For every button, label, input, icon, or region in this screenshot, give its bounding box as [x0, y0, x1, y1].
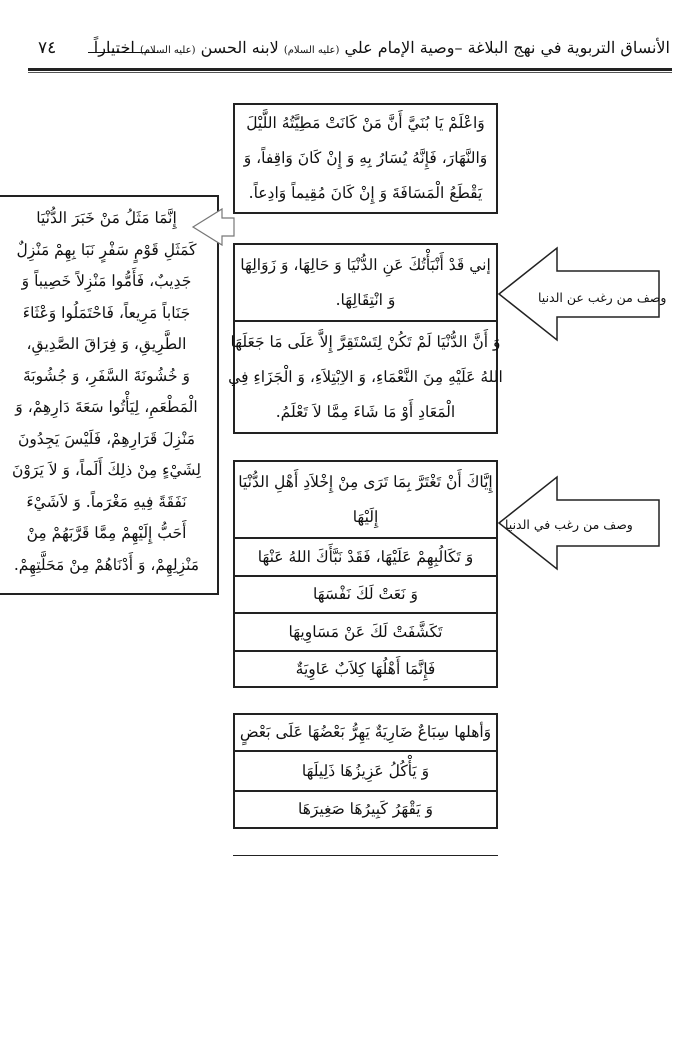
- cell-text: [258, 540, 474, 575]
- header-rule: [28, 68, 672, 73]
- text-line: جَنَاباً مَرِيعاً، فَاحْتَمَلُوا وَعْثَاءَ: [22, 303, 191, 322]
- text-line: يَقْطَعُ الْمَسَافَةَ وَ إِنْ كَانَ مُقِيماً وَادِعاً.: [248, 184, 483, 202]
- text-line: وَ يَقْهَرُ كَبِيرُهَا صَغِيرَهَا: [297, 800, 434, 818]
- text-box-parable: [0, 195, 219, 595]
- text-line: وَ أَنَّ الدُّنْيَا لَمْ تَكُنْ لِتَسْتَقِرَّ إِلاَّ عَلَى مَا جَعَلَهَا: [230, 332, 501, 351]
- header-title-part: الأنساق التربوية في نهج البلاغة –وصية الإمام علي: [344, 38, 670, 57]
- table-cell: [235, 752, 496, 792]
- text-line: وَ خُشُونَةَ السَّفَرِ، وَ جُشُوبَةَ: [22, 366, 190, 385]
- table-cell: [235, 245, 496, 322]
- text-line: لِشَيْءٍ مِنْ ذلِكَ أَلَماً، وَ لاَ يَرَوْنَ: [12, 461, 201, 479]
- text-table-desire: [233, 460, 498, 688]
- honorific: (عليه السلام): [283, 45, 340, 56]
- text-line: الْمَطْعَمِ، لِيَأْتُوا سَعَةَ دَارِهِمْ، وَ: [15, 398, 198, 416]
- text-line: وَالنَّهَارَ، فَإِنَّهُ يُسَارُ بِهِ وَ إِنْ كَانَ وَاقِفاً، وَ: [243, 149, 488, 167]
- hollow-arrow-left-icon: [192, 207, 236, 249]
- text-line: اللهُ عَلَيْهِ مِنَ النَّعْمَاءِ، وَ الاِبْتِلاَءِ، وَ الْجَزَاءِ فِي: [228, 367, 503, 386]
- table-cell: [235, 614, 496, 652]
- cell-text: [240, 715, 491, 750]
- text-line: مَنْزِلِهِمْ، وَ أَدْنَاهُمْ مِنْ مَحَلَّتِهِمْ.: [13, 555, 200, 574]
- text-line: جَدِيبٌ، فَأَمُّوا مَنْزِلاً خَصِيباً وَ: [21, 272, 192, 290]
- text-line: وَاعْلَمْ يَا بُنَيَّ أَنَّ مَنْ كَانَتْ مَطِيَّتُهُ اللَّيْلَ: [246, 114, 485, 132]
- text-line: نَفَقَةً فِيهِ مَغْرَماً. وَ لاَشَيْءَ: [26, 492, 187, 511]
- text-line: الطَّرِيقِ، وَ فِرَاقَ الصَّدِيقِ،: [26, 335, 187, 353]
- header-title: [94, 38, 670, 57]
- text-line: وَ انْتِقَالِهَا.: [335, 290, 396, 309]
- text-line: إِلَيْهَا: [352, 507, 379, 526]
- text-table-renounce: [228, 243, 503, 434]
- table-cell: [228, 322, 503, 432]
- header-title-part: لابنه الحسن: [200, 38, 279, 57]
- text-line: أَحَبُّ إِلَيْهِمْ مِمَّا قَرَّبَهُمْ مِنْ: [26, 524, 187, 542]
- table-cell: [235, 652, 496, 686]
- text-table-beasts: [233, 713, 498, 829]
- honorific: (عليه السلام): [139, 45, 196, 56]
- text-box-traveler: [233, 103, 498, 214]
- text-line: إني قَدْ أَنْبَأْتُكَ عَنِ الدُّنْيَا وَ حَالِهَا، وَ زَوَالِهَا: [240, 255, 491, 274]
- cell-text: [302, 754, 429, 789]
- cell-text: [228, 325, 503, 430]
- page-number: ٧٤: [38, 38, 57, 58]
- arrow-label-desire: وصف من رغب في الدنيا: [505, 517, 633, 532]
- text-line: فَإِنَّمَا أَهْلُهَا كِلاَبٌ عَاوِيَةٌ: [295, 659, 436, 678]
- end-rule: [233, 855, 498, 856]
- cell-text: [313, 577, 418, 612]
- cell-text: [240, 248, 491, 318]
- text-line: وَ يَأْكُلُ عَزِيزُهَا ذَلِيلَهَا: [301, 761, 430, 780]
- running-header: [30, 36, 670, 64]
- table-cell: [235, 577, 496, 614]
- table-cell: [235, 792, 496, 827]
- table-cell: [235, 715, 496, 752]
- arrow-label-renounce: وصف من رغب عن الدنيا: [538, 290, 667, 305]
- cell-text: [298, 792, 433, 827]
- text-line: الْمَعَادِ أَوْ مَا شَاءَ مِمَّا لاَ تَعْلَمُ.: [275, 402, 456, 421]
- text-line: وَ نَعَتْ لَكَ نَفْسَهَا: [313, 585, 418, 603]
- header-title-part: اختياراً: [93, 38, 135, 57]
- text-line: كَمَثَلِ قَوْمٍ سَفْرٍ نَبَا بِهِمْ مَنْزِلٌ: [16, 240, 197, 259]
- text-line: إِنَّمَا مَثَلُ مَنْ خَبَرَ الدُّنْيَا: [36, 209, 177, 227]
- text-line: تَكَشَّفَتْ لَكَ عَنْ مَسَاوِيهَا: [288, 622, 443, 641]
- table-cell: [235, 462, 496, 539]
- cell-text: [238, 465, 492, 535]
- header-dash: [88, 52, 158, 53]
- text-line: وَ تَكَالُبِهِمْ عَلَيْهَا، فَقَدْ نَبَّأَكَ اللهُ عَنْهَا: [257, 547, 474, 566]
- text-line: مَنْزِلَ قَرَارِهِمْ، فَلَيْسَ يَجِدُونَ: [17, 429, 196, 448]
- text-line: إِيَّاكَ أَنْ تَغْتَرَّ بِمَا تَرَى مِنْ إِخْلاَدِ أَهْلِ الدُّنْيَا: [238, 472, 493, 491]
- cell-text: [289, 615, 443, 650]
- table-cell: [235, 539, 496, 577]
- text-line: وَأهلها سِبَاعٌ ضَارِيَةٌ يَهِرُّ بَعْضُهَا عَلَى بَعْضٍ: [239, 723, 492, 741]
- cell-text: [296, 652, 436, 687]
